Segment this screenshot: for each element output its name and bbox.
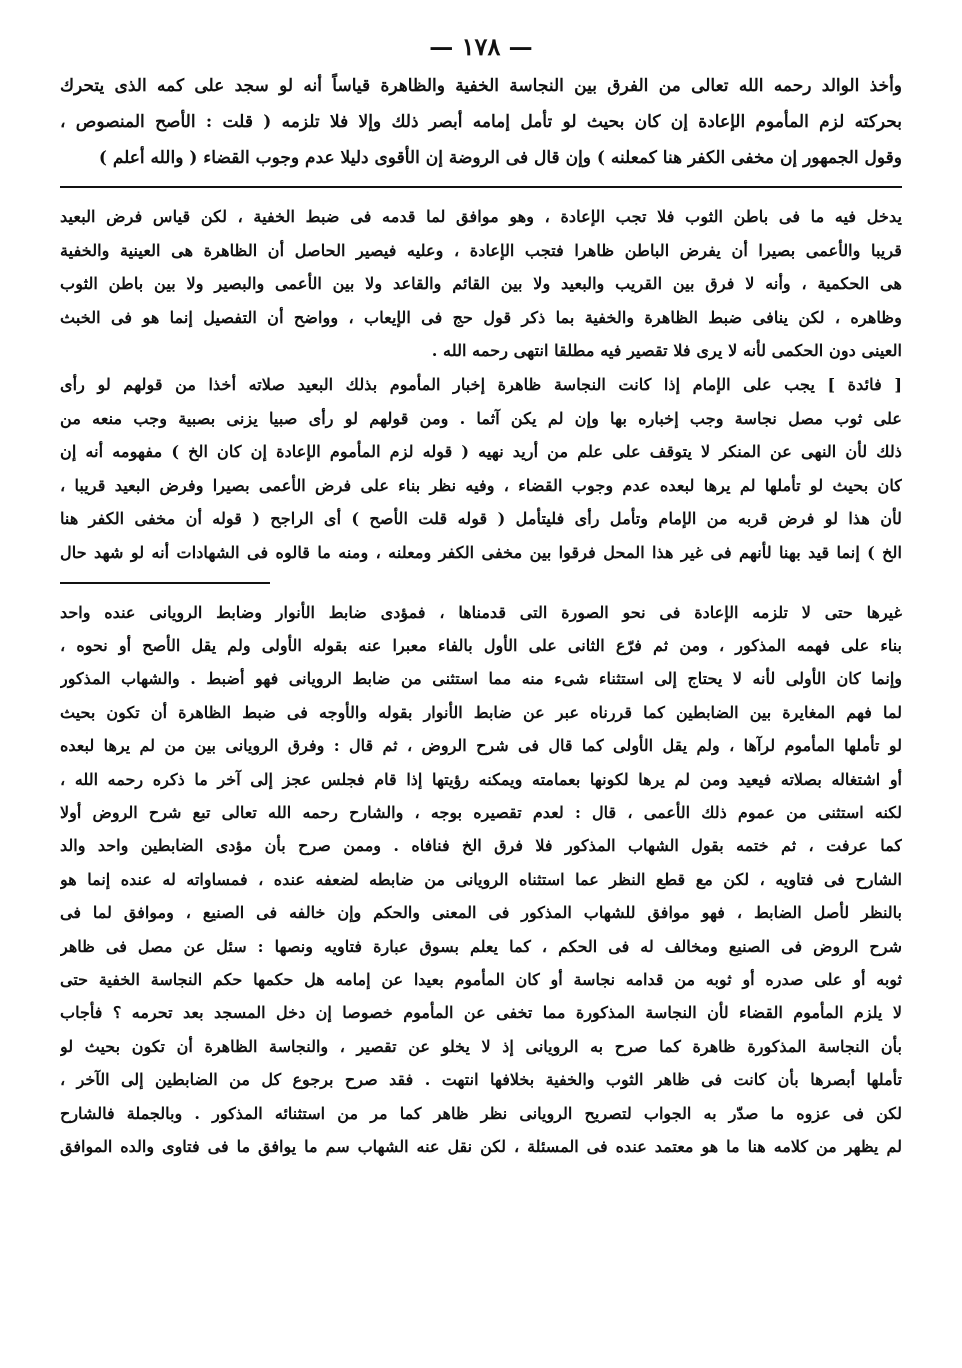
sharh-line: قريبا والأعمى بصيرا أن يفرض الباطن ظاهرا فتجب الإعادة ، وعليه فيصير الحاصل أن الظاهرة هى العينية والخفية <box>60 240 902 260</box>
matn-line: بحركته لزم المأموم الإعادة إن كان بحيث لو تأمل إمامه أبصر ذلك وإلا فلا تلزمه ( قلت : الأصح المنصوص ، <box>60 112 902 132</box>
matn-line: وأخذ الوالد رحمه الله تعالى من الفرق بين النجاسة الخفية والظاهرة قياساً أنه لو سجد على كمه الذى يتحرك <box>60 76 902 96</box>
hashiya-line: لكن فى عزوه ما صدّر به الجواب لتصريح الرويانى نظر ظاهر كما مر من استثنائه المذكور . وبالجملة فالشارح <box>60 1103 902 1123</box>
hashiya-line: الشارح فى فتاويه ، لكن مع قطع النظر عما استثناه الرويانى من ضابطه لضعفه عنده ، فمساواته له عنده إنما هو <box>60 869 902 889</box>
sharh-line: لأن هذا لو فرض قربه من الإمام وتأمل رأى فليتأمل ( قوله قلت الأصح ) أى الراجح ( قوله أن مخفى الكفر هنا <box>60 509 902 529</box>
hashiya-line: أو اشتغاله بصلاته فيعيد ومن لم يرها لكونها بعمامته ويمكنه رؤيتها إذا قام فجلس عجز إلى آخر ما ذكره رحمه الله ، <box>60 769 902 789</box>
sharh-section <box>60 200 902 570</box>
sharh-line: الخ ) إنما قيد بهنا لأنهم فى غير هذا المحل فرقوا بين مخفى الكفر ومعلنه ، ومنه ما قالوه فى الشهادات أنه لو شهد حال <box>60 542 902 562</box>
hashiya-line: كما عرفت ، ثم ختمه بقول الشهاب المذكور فلا فرق الخ فنافاه . وممن صرح بأن مؤدى الضابطين واحد والد <box>60 836 902 856</box>
hashiya-line: تأملها أبصرها بأن كانت فى ظاهر الثوب والخفية بخلافها انتهت . فقد صرح برجوع كل من الضابطين إلى الآخر ، <box>60 1070 902 1090</box>
sharh-line: على ثوب مصل نجاسة وجب إخباره بها وإن لم يكن آثما . ومن قولهم لو رأى صبيا يزنى بصبية وجب منعه من <box>60 408 902 428</box>
divider-sharh-hashiya <box>60 582 270 584</box>
sharh-line: [ فائدة ] يجب على الإمام إذا كانت النجاسة ظاهرة إخبار المأموم بذلك البعيد صلاته أخذا من قولهم لو رأى <box>60 374 902 394</box>
page <box>60 30 902 1163</box>
hashiya-line: لا يلزم المأموم القضاء لأن النجاسة المذكورة مما تخفى عن المأموم خصوصا إن دخل المسجد بعد تحرمه ؟ فأجاب <box>60 1003 902 1023</box>
hashiya-line: بأن النجاسة المذكورة ظاهرة كما صرح به الرويانى إذ لا يخلو عن تقصير ، والنجاسة الظاهرة أن تكون بحيث لو <box>60 1036 902 1056</box>
sharh-line: هى الحكمية ، وأنه لا فرق بين القريب والبعيد ولا بين القائم والقاعد ولا بين الأعمى والبصير ولا بين باطن الثوب <box>60 274 902 294</box>
hashiya-line: بالنظر لأصل الضابط ، فهو موافق للشهاب المذكور فى المعنى والحكم وإن خالفه فى الصنيع ، وموافق لما فى <box>60 903 902 923</box>
hashiya-line: لم يظهر من كلامه هنا ما هو معتمد عنده فى المسئلة ، لكن نقل عنه الشهاب سم ما يوافق ما فى فتاوى والده الموافق <box>60 1137 902 1157</box>
hashiya-line: ثوبه أو على صدره أو ثوبه من قدامه نجاسة أو كان المأموم بعيدا عن إمامه هل حكمها حكم النجاسة الخفية حتى <box>60 970 902 989</box>
hashiya-line: لما فهم المغايرة بين الضابطين كما قررناه عبر عن ضابط الأنوار بقوله والأوجه فى ضبط الظاهرة أن تكون بحيث <box>60 702 902 722</box>
hashiya-line: لو تأملها المأموم لرآها ، ولم يقل الأولى كما قال فى شرح الروض ، ثم قال : وفرق الرويانى بين من لم يرها لبعده <box>60 736 902 756</box>
hashiya-line: وإنما كان الأولى لأنه لا يحتاج إلى استثناء شىء منه مما استثنى من ضابط الرويانى فهو أضبط . والشهاب المذكور <box>60 669 902 689</box>
sharh-line: يدخل فيه ما فى باطن الثوب فلا تجب الإعادة ، وهو موافق لما قدمه فى ضبط الخفية ، لكن قياس فرض البعيد <box>60 207 902 226</box>
matn-section <box>60 68 902 176</box>
sharh-line: كان بحيث لو تأملها لم يرها لبعده عدم وجوب القضاء ، وفيه نظر بناء على فرض الأعمى بصيرا وفرض البعيد قريبا ، <box>60 475 902 495</box>
sharh-line: ذلك لأن النهى عن المنكر لا يتوقف على علم من أريد نهيه ( قوله لزم المأموم الإعادة إن كان الخ ) مفهومه أنه إن <box>60 442 902 462</box>
divider-matn-sharh <box>60 186 902 188</box>
page-number: — ١٧٨ — <box>429 32 533 61</box>
hashiya-line: شرح الروض فى الصنيع ومخالف له فى الحكم ، كما يعلم بسوق عبارة فتاويه ونصها : سئل عن مصل فى ظاهر <box>60 936 902 956</box>
hashiya-line: غيرها حتى لا تلزمه الإعادة فى نحو الصورة التى قدمناها ، فمؤدى ضابط الأنوار وضابط الرويانى عنده واحد <box>60 602 902 622</box>
matn-line: وقول الجمهور إن مخفى الكفر هنا كمعلنه ) وإن قال فى الروضة إن الأقوى دليلا عدم وجوب القضاء ( والله أعلم ) <box>98 148 902 168</box>
sharh-line: وظاهره ، لكن ينافى ضبط الظاهرة والخفية بما ذكر قول حج فى الإيعاب ، وواضح أن التفصيل إنما هو فى الخبث <box>60 307 902 327</box>
hashiya-line: لكنه استثنى من عموم ذلك الأعمى ، قال : لعدم تقصيره بوجه ، والشارح رحمه الله تعالى تبع شرح الروض أولا <box>60 802 902 822</box>
hashiya-line: بناء على فهمه المذكور ، ومن ثم فرّع الثانى على الأول بالفاء معبرا عنه بقوله الأولى ولم يقل الأصح أو نحوه ، <box>60 635 902 655</box>
sharh-line: العينى دون الحكمى لأنه لا يرى فلا تقصير فيه مطلقا انتهى رحمه الله . <box>431 341 902 361</box>
hashiya-section <box>60 596 902 1164</box>
